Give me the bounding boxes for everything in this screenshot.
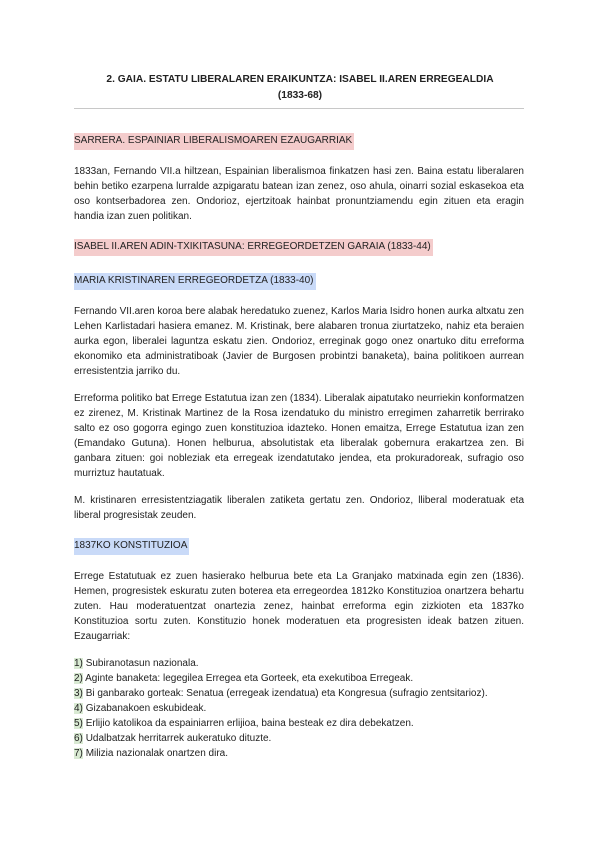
- list-number: 6): [74, 733, 83, 744]
- paragraph-maria-1: Fernando VII.aren koroa bere alabak heredatuko zuenez, Karlos Maria Isidro honen aurka altxatu zen Lehen Karlistadari hasiera emanez. M. Kristinak, bere alabaren tronua ziurtatzeko, nahiz eta beraien aurka egon, liberalei laguntza eskatu zien. Ondorioz, erreginak gogo onez onartuko ditu erreforma ekonomiko eta administratiboak (Javier de Burgosen probintzi banaketa), baina politikoen aurrean erresistentzia jarriko du.: [74, 306, 524, 377]
- title-line-2: (1833-68): [277, 90, 323, 101]
- list-item: [74, 716, 524, 731]
- heading-sarrera: SARRERA. ESPAINIAR LIBERALISMOAREN EZAUGARRIAK: [74, 133, 354, 150]
- list-number: 2): [74, 673, 83, 684]
- list-number: 4): [74, 703, 83, 714]
- heading-maria-kristina: MARIA KRISTINAREN ERREGEORDETZA (1833-40): [74, 273, 316, 290]
- features-list: [74, 656, 524, 761]
- document-title: [70, 72, 530, 104]
- list-text: Erlijio katolikoa da espainiarren erlijioa, baina besteak ez dira debekatzen.: [85, 718, 414, 729]
- paragraph-maria-2: Erreforma politiko bat Errege Estatutua izan zen (1834). Liberalak aipatutako neurriekin konformatzen ez zirenez, M. Kristinak Martinez de la Rosa izendatuko du ministro erregimen zaharretik berrirako salto ez oso gogorra egingo zuen konstituzioa idazteko. Honen emaitza, Errege Estatutua izan zen (Emandako Gutuna). Honen helburua, absolutistak eta liberalak gobernura erakartzea zen. Bi ganbara zituen: goi nobleziak eta erregeak izendatutako jendea, eta prokuradoreak, sufragio oso murriztuz hautatuak.: [74, 393, 524, 479]
- list-item: [74, 656, 524, 671]
- list-text: Subiranotasun nazionala.: [85, 658, 199, 669]
- heading-1837-konstituzioa: 1837KO KONSTITUZIOA: [74, 538, 189, 555]
- list-item: [74, 701, 524, 716]
- list-number: 5): [74, 718, 83, 729]
- list-text: Aginte banaketa: legegilea Erregea eta Gorteek, eta exekutiboa Erregeak.: [85, 673, 414, 684]
- list-text: Bi ganbarako gorteak: Senatua (erregeak izendatua) eta Kongresua (sufragio zentsitarioz).: [85, 688, 488, 699]
- list-item: [74, 686, 524, 701]
- heading-isabel: ISABEL II.AREN ADIN-TXIKITASUNA: ERREGEORDETZEN GARAIA (1833-44): [74, 239, 433, 256]
- paragraph-1837: Errege Estatutuak ez zuen hasierako helburua bete eta La Granjako matxinada egin zen (1836). Hemen, progresistek eskuratu zuten boterea eta erregeordea 1812ko Konstituzioa onartzera behartu zuten. Hau moderatuentzat onartezia zenez, hainbat erreforma egin zizkioten eta 1837ko Konstituzioa sortu zuten. Konstituzio honek moderatuen eta progresisten ideak batzen zituen. Ezaugarriak:: [74, 571, 524, 642]
- document-body: [74, 130, 524, 761]
- paragraph-sarrera: 1833an, Fernando VII.a hiltzean, Espainian liberalismoa finkatzen hasi zen. Baina estatu liberalaren behin betiko ezarpena lurralde azpigaratu batean izan zenez, oso ahula, oinarri sozial eskasekoa eta oso kontserbadorea zen. Ondorioz, ejertzitoak hainbat pronuntziamendu egin zituen eta eragin handia izan zuen politikan.: [74, 166, 524, 222]
- list-item: [74, 731, 524, 746]
- list-number: 7): [74, 748, 83, 759]
- list-number: 1): [74, 658, 83, 669]
- paragraph-maria-3: M. kristinaren erresistentziagatik liberalen zatiketa gertatu zen. Ondorioz, lliberal moderatuak eta liberal progresistak zeuden.: [74, 495, 524, 521]
- list-number: 3): [74, 688, 83, 699]
- title-line-1: 2. GAIA. ESTATU LIBERALAREN ERAIKUNTZA: ISABEL II.AREN ERREGEALDIA: [106, 74, 494, 85]
- list-text: Gizabanakoen eskubideak.: [85, 703, 207, 714]
- title-divider: [74, 108, 524, 109]
- list-text: Udalbatzak herritarrek aukeratuko dituzte.: [85, 733, 272, 744]
- list-item: [74, 746, 524, 761]
- list-item: [74, 671, 524, 686]
- list-text: Milizia nazionalak onartzen dira.: [85, 748, 228, 759]
